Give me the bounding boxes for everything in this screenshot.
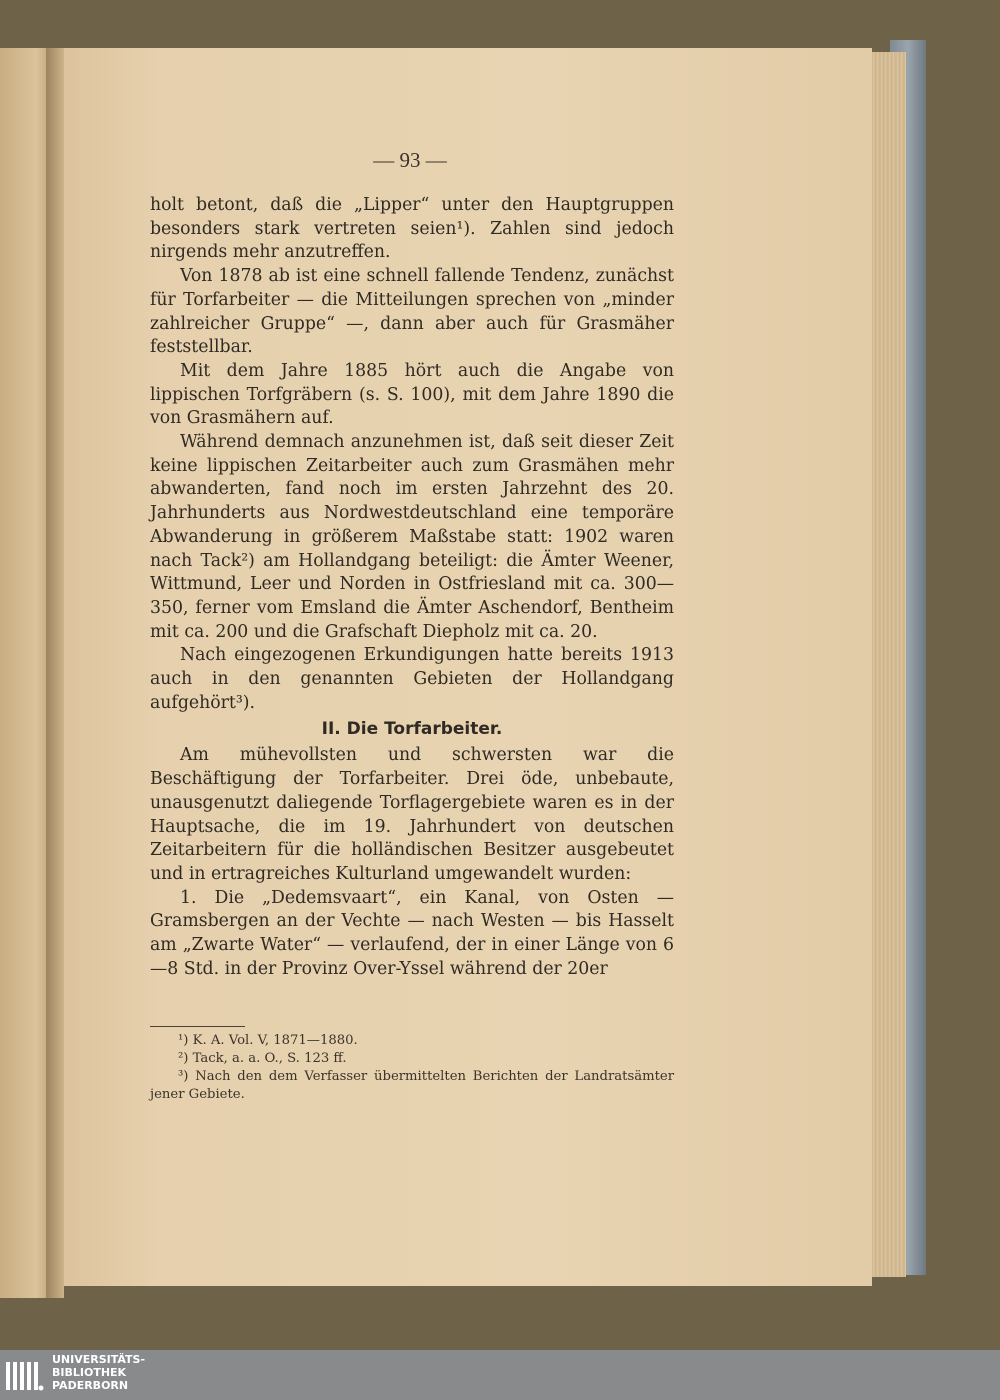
footnotes xyxy=(150,1032,674,1104)
logo-line: UNIVERSITÄTS- xyxy=(52,1353,146,1366)
paragraph: 1. Die „Dedemsvaart“, ein Kanal, von Osten — Gramsbergen an der Vechte — nach Westen — bis Hasselt am „Zwarte Water“ — verlaufend, der in einer Länge von 6—8 Std. in der Provinz Over-Yssel während der 20er xyxy=(150,887,674,979)
page-stack-edges xyxy=(866,52,906,1277)
footnote: ¹) K. A. Vol. V, 1871—1880. xyxy=(178,1033,358,1048)
book-gutter xyxy=(46,48,64,1298)
footnote-divider xyxy=(150,1026,245,1027)
library-logo-text xyxy=(52,1353,145,1392)
library-footer-bar xyxy=(0,1350,1000,1400)
logo-line: BIBLIOTHEK xyxy=(52,1366,127,1379)
page-number: — 93 — xyxy=(373,148,447,172)
section-heading: II. Die Torfarbeiter. xyxy=(321,719,503,740)
footnote: ²) Tack, a. a. O., S. 123 ff. xyxy=(178,1051,347,1066)
left-page-edge xyxy=(0,48,52,1298)
logo-line: PADERBORN xyxy=(52,1379,129,1392)
body-text xyxy=(150,194,674,982)
paragraph: Nach eingezogenen Erkundigungen hatte bereits 1913 auch in den genannten Gebieten der Hollandgang aufgehört³). xyxy=(150,645,674,713)
library-logo-icon xyxy=(6,1358,44,1394)
paragraph: Am mühevollsten und schwersten war die Beschäftigung der Torfarbeiter. Drei öde, unbebaute, unausgenutzt daliegende Torflagergebiete waren es in der Hauptsache, die im 19. Jahrhundert von deutschen Zeitarbeitern für die holländischen Besitzer ausgebeutet und in ertragreiches Kulturland umgewandelt wurden: xyxy=(150,745,674,884)
footnote: ³) Nach den dem Verfasser übermittelten Berichten der Landratsämter jener Gebiete. xyxy=(150,1069,674,1102)
paragraph: holt betont, daß die „Lipper“ unter den Hauptgruppen besonders stark vertreten seien¹). Zahlen sind jedoch nirgends mehr anzutreffen. xyxy=(150,195,674,263)
paragraph: Mit dem Jahre 1885 hört auch die Angabe von lippischen Torfgräbern (s. S. 100), mit dem Jahre 1890 die von Grasmähern auf. xyxy=(150,360,674,429)
paragraph: Von 1878 ab ist eine schnell fallende Tendenz, zunächst für Torfarbeiter — die Mitteilungen sprechen von „minder zahlreicher Gruppe“ —, dann aber auch für Grasmäher feststellbar. xyxy=(150,266,674,358)
paragraph: Während demnach anzunehmen ist, daß seit dieser Zeit keine lippischen Zeitarbeiter auch zum Grasmähen mehr abwanderten, fand noch im ersten Jahrzehnt des 20. Jahrhunderts aus Nordwestdeutschland eine temporäre Abwanderung in größerem Maßstabe statt: 1902 waren nach Tack²) am Hollandgang beteiligt: die Ämter Weener, Wittmund, Leer und Norden in Ostfriesland mit ca. 300—350, ferner vom Emsland die Ämter Aschendorf, Bentheim mit ca. 200 und die Grafschaft Diepholz mit ca. 20. xyxy=(150,432,674,642)
